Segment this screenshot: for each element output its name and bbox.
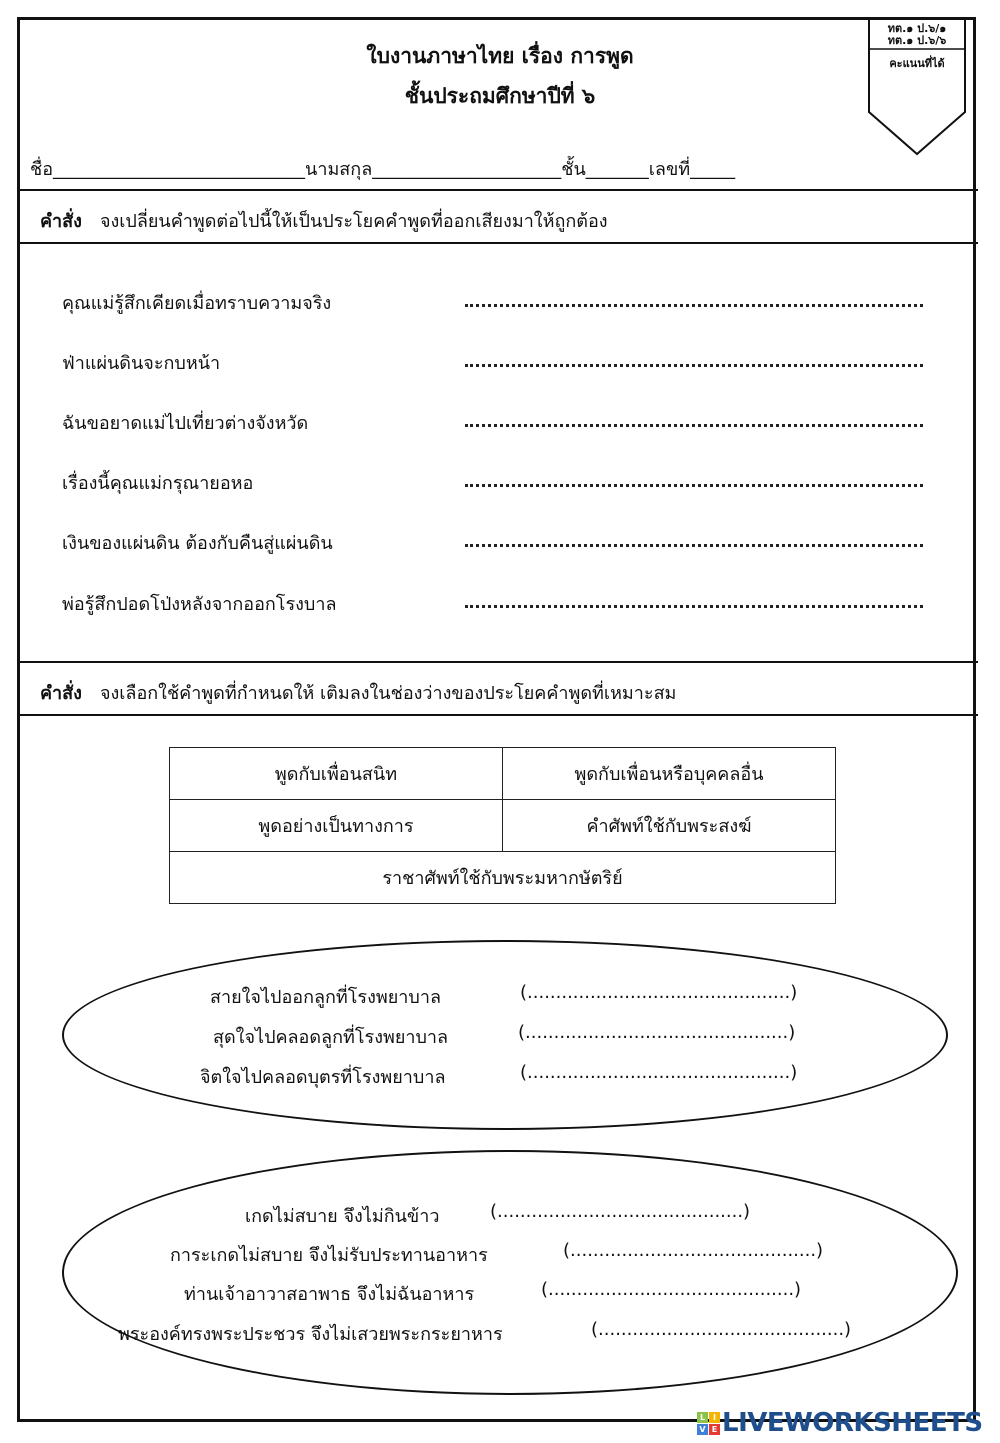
- surname-field[interactable]: _____________________: [372, 159, 562, 180]
- answer-blank[interactable]: (...........................................): [591, 1319, 852, 1340]
- indicator-code-1: ทต.๑ ป.๖/๑: [887, 22, 947, 35]
- answer-field[interactable]: [465, 304, 923, 307]
- instruction-text: จงเลือกใช้คำพูดที่กำหนดให้ เติมลงในช่องว่างของประโยคคำพูดที่เหมาะสม: [99, 683, 677, 704]
- answer-field[interactable]: [465, 484, 923, 487]
- word-choices-table: [169, 747, 836, 904]
- liveworksheets-logo: [697, 1408, 983, 1438]
- class-label: ชั้น: [561, 159, 586, 180]
- question-item: พ่อรู้สึกปอดโป่งหลังจากออกโรงบาล: [62, 594, 337, 615]
- answer-field[interactable]: [465, 424, 923, 427]
- student-info-row: [30, 154, 735, 183]
- choice-cell: คำศัพท์ใช้กับพระสงฆ์: [503, 800, 836, 852]
- score-badge: [868, 20, 966, 156]
- exercise-group-2: [62, 1150, 958, 1395]
- logo-text: LIVEWORKSHEETS: [722, 1408, 983, 1438]
- answer-blank[interactable]: (...........................................): [541, 1279, 802, 1300]
- choice-cell: พูดกับเพื่อนหรือบุคคลอื่น: [503, 748, 836, 800]
- answer-blank[interactable]: (...........................................): [563, 1240, 824, 1261]
- section2-instruction: [40, 678, 676, 707]
- choice-cell: พูดกับเพื่อนสนิท: [170, 748, 503, 800]
- answer-blank[interactable]: (...........................................): [490, 1201, 751, 1222]
- exercise-sentence: การะเกดไม่สบาย จึงไม่รับประทานอาหาร: [170, 1245, 488, 1266]
- logo-tiles-icon: L I V E: [697, 1412, 720, 1435]
- question-item: คุณแม่รู้สึกเคียดเมื่อทราบความจริง: [62, 293, 332, 314]
- number-label: เลขที่: [648, 159, 691, 180]
- surname-label: นามสกุล: [305, 159, 373, 180]
- instruction-label: คำสั่ง: [40, 683, 82, 704]
- answer-field[interactable]: [465, 544, 923, 547]
- score-label: คะแนนที่ได้: [889, 57, 945, 70]
- divider: [17, 661, 978, 663]
- exercise-sentence: เกดไม่สบาย จึงไม่กินข้าว: [245, 1206, 440, 1227]
- choice-cell: พูดอย่างเป็นทางการ: [170, 800, 503, 852]
- instruction-label: คำสั่ง: [40, 211, 82, 232]
- divider: [17, 189, 978, 191]
- exercise-sentence: สุดใจไปคลอดลูกที่โรงพยาบาล: [213, 1027, 449, 1048]
- answer-blank[interactable]: (..............................................): [520, 1062, 798, 1083]
- exercise-sentence: จิตใจไปคลอดบุตรที่โรงพยาบาล: [200, 1067, 446, 1088]
- grade-level: ชั้นประถมศึกษาปีที่ ๖: [404, 84, 596, 108]
- worksheet-title: ใบงานภาษาไทย เรื่อง การพูด: [366, 44, 634, 68]
- answer-blank[interactable]: (..............................................): [518, 1022, 796, 1043]
- divider: [17, 242, 978, 244]
- answer-field[interactable]: [465, 605, 923, 608]
- exercise-sentence: พระองค์ทรงพระประชวร จึงไม่เสวยพระกระยาหาร: [118, 1324, 503, 1345]
- indicator-code-2: ทต.๑ ป.๖/๖: [887, 34, 947, 47]
- instruction-text: จงเปลี่ยนคำพูดต่อไปนี้ให้เป็นประโยคคำพูดที่ออกเสียงมาให้ถูกต้อง: [99, 211, 608, 232]
- name-field[interactable]: ____________________________: [53, 159, 306, 180]
- section1-instruction: [40, 206, 608, 235]
- choice-cell: ราชาศัพท์ใช้กับพระมหากษัตริย์: [170, 852, 836, 904]
- answer-blank[interactable]: (..............................................): [520, 982, 798, 1003]
- exercise-sentence: ท่านเจ้าอาวาสอาพาธ จึงไม่ฉันอาหาร: [184, 1284, 475, 1305]
- question-item: ฉันขอยาดแม่ไปเที่ยวต่างจังหวัด: [62, 413, 309, 434]
- exercise-sentence: สายใจไปออกลูกที่โรงพยาบาล: [210, 987, 441, 1008]
- divider: [17, 714, 978, 716]
- number-field[interactable]: _____: [690, 159, 736, 180]
- question-item: ฟ่าแผ่นดินจะกบหน้า: [62, 353, 221, 374]
- exercise-group-1: [62, 940, 948, 1130]
- name-label: ชื่อ: [30, 159, 54, 180]
- question-item: เงินของแผ่นดิน ต้องกับคืนสู่แผ่นดิน: [62, 533, 333, 554]
- class-field[interactable]: _______: [585, 159, 649, 180]
- answer-field[interactable]: [465, 364, 923, 367]
- question-item: เรื่องนี้คุณแม่กรุณายอหอ: [62, 473, 254, 494]
